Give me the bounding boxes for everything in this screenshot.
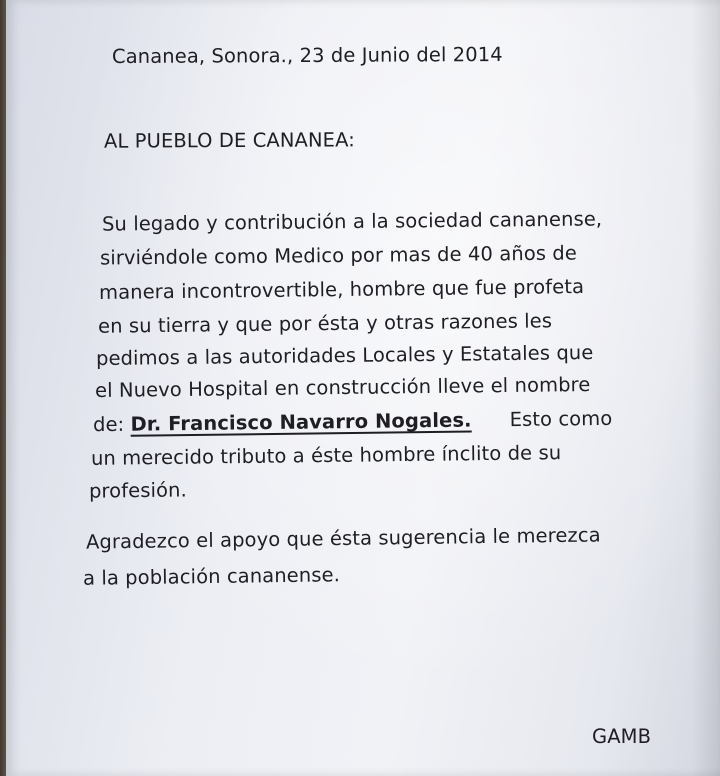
body-tail-1: un merecido tributo a éste hombre ínclito de su	[90, 441, 562, 470]
body-tail-2: profesión.	[88, 478, 187, 503]
body-line-2: sirviéndole como Medico por mas de 40 años de	[99, 241, 578, 270]
body-line-3: manera incontrovertible, hombre que fue profeta	[98, 275, 585, 304]
salutation: AL PUEBLO DE CANANEA:	[103, 128, 355, 153]
letter-sheet	[6, 0, 720, 776]
signature-initials: GAMB	[592, 725, 652, 748]
body-line-4: en su tierra y que por ésta y otras razones les	[97, 309, 553, 338]
paper-shadow	[692, 0, 720, 776]
body-line-6: el Nuevo Hospital en construcción lleve el nombre	[94, 372, 591, 403]
name-line	[92, 406, 613, 437]
name-prefix: de:	[92, 412, 131, 437]
closing-line-2: a la población cananense.	[82, 563, 341, 590]
name-suffix: Esto como	[509, 406, 613, 432]
body-line-5: pedimos a las autoridades Locales y Estatales que	[95, 340, 594, 371]
closing-line-1: Agradezco el apoyo que ésta sugerencia le merezca	[85, 523, 601, 554]
doctor-name: Dr. Francisco Navarro Nogales.	[130, 408, 472, 436]
date-line: Cananea, Sonora., 23 de Junio del 2014	[111, 42, 503, 69]
body-line-1: Su legado y contribución a la sociedad cananense,	[101, 207, 603, 236]
